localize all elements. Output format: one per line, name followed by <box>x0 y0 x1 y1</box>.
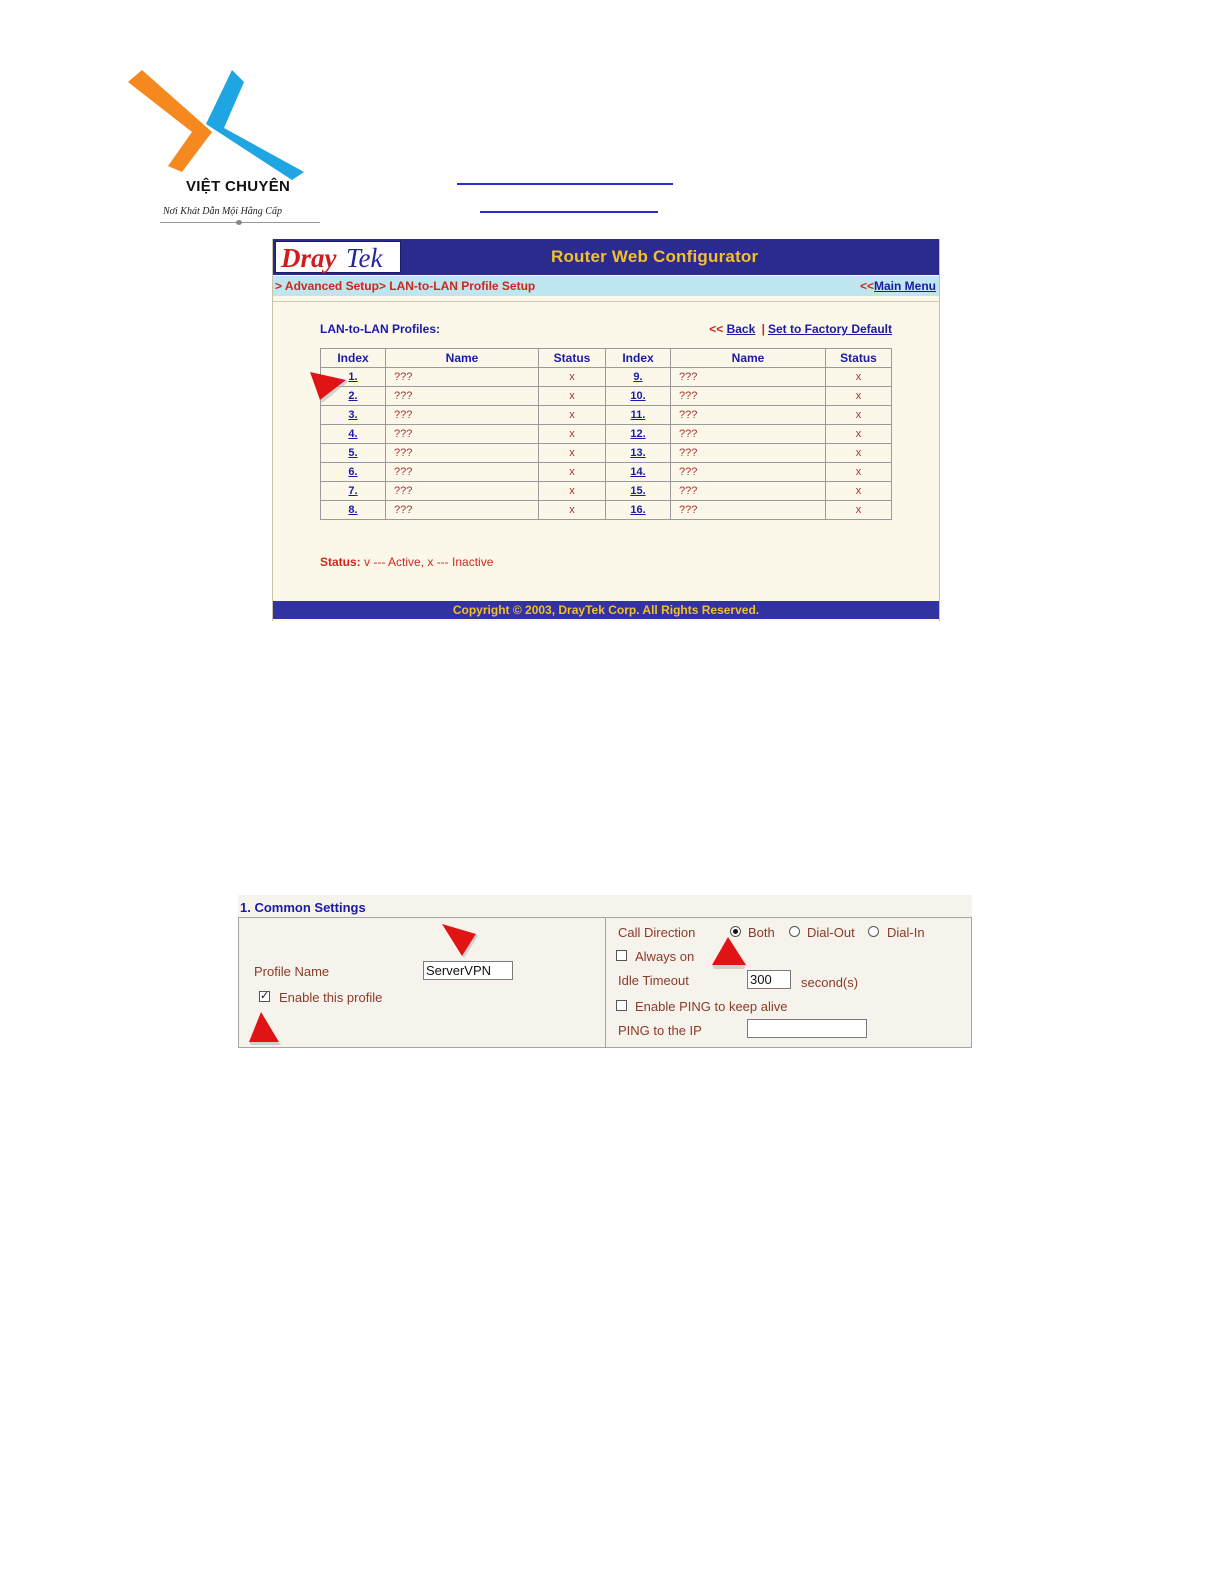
main-menu-prefix: << <box>859 279 874 293</box>
profile-status-cell: x <box>539 463 606 482</box>
profile-index-link[interactable]: 12. <box>630 428 646 440</box>
checkmark-icon: ✓ <box>260 990 270 1002</box>
router-title-bar <box>273 239 939 275</box>
column-divider <box>605 918 606 1047</box>
call-direction-both-radio[interactable] <box>730 926 741 937</box>
col-header-index: Index <box>321 349 386 368</box>
profile-name-cell: ??? <box>386 368 539 387</box>
profile-index-link[interactable]: 11. <box>630 409 646 421</box>
router-nav-bar <box>273 276 939 296</box>
profile-name-cell: ??? <box>386 425 539 444</box>
profile-index-cell <box>606 501 671 520</box>
profile-index-link[interactable]: 7. <box>348 485 358 497</box>
profile-status-cell: x <box>539 444 606 463</box>
profile-name-cell: ??? <box>386 387 539 406</box>
profile-name-cell: ??? <box>671 406 826 425</box>
call-direction-dialout-radio[interactable] <box>789 926 800 937</box>
col-header-status: Status <box>539 349 606 368</box>
profile-index-cell <box>321 425 386 444</box>
profile-status-cell: x <box>539 406 606 425</box>
profile-name-cell: ??? <box>671 368 826 387</box>
col-header-name: Name <box>671 349 826 368</box>
profile-name-label: Profile Name <box>254 964 330 979</box>
profile-name-cell: ??? <box>671 444 826 463</box>
breadcrumb: > Advanced Setup> LAN-to-LAN Profile Setup <box>275 279 536 293</box>
draytek-logo-tek: Tek <box>346 243 383 273</box>
profile-status-cell: x <box>826 425 892 444</box>
profile-index-cell <box>606 387 671 406</box>
profile-index-link[interactable]: 10. <box>630 390 646 402</box>
profile-index-link[interactable]: 4. <box>348 428 358 440</box>
idle-timeout-input[interactable] <box>747 970 791 989</box>
status-legend-text: v --- Active, x --- Inactive <box>364 555 494 569</box>
always-on-checkbox[interactable] <box>616 950 627 961</box>
ping-ip-input[interactable] <box>747 1019 867 1038</box>
profile-index-link[interactable]: 16. <box>630 504 646 516</box>
router-title: Router Web Configurator <box>551 247 759 266</box>
profiles-heading: LAN-to-LAN Profiles: <box>320 322 440 336</box>
profiles-table <box>320 348 892 520</box>
profile-index-cell <box>606 463 671 482</box>
profile-index-link[interactable]: 14. <box>630 466 646 478</box>
main-menu-link[interactable]: Main Menu <box>874 279 936 293</box>
profile-index-cell <box>321 463 386 482</box>
profile-index-cell <box>321 482 386 501</box>
profile-name-cell: ??? <box>671 463 826 482</box>
profile-name-cell: ??? <box>386 501 539 520</box>
profile-index-link[interactable]: 15. <box>630 485 646 497</box>
profile-index-cell <box>321 444 386 463</box>
profile-index-cell <box>606 406 671 425</box>
ping-ip-label: PING to the IP <box>618 1023 702 1038</box>
profile-name-cell: ??? <box>671 425 826 444</box>
table-row <box>321 482 892 501</box>
profile-status-cell: x <box>826 463 892 482</box>
main-menu-link-wrap <box>860 279 936 293</box>
col-header-name: Name <box>386 349 539 368</box>
copyright-text: Copyright © 2003, DrayTek Corp. All Rights Reserved. <box>452 603 760 617</box>
profile-status-cell: x <box>826 444 892 463</box>
back-link[interactable]: Back <box>726 322 756 336</box>
profile-index-cell <box>606 482 671 501</box>
header-link-2[interactable] <box>480 211 658 213</box>
call-direction-dialout-label: Dial-Out <box>807 925 855 940</box>
always-on-label: Always on <box>635 949 695 964</box>
factory-default-link[interactable]: Set to Factory Default <box>767 322 892 336</box>
profile-index-link[interactable]: 8. <box>348 504 358 516</box>
profile-name-cell: ??? <box>386 406 539 425</box>
common-settings-body <box>238 917 972 1048</box>
common-settings-panel <box>238 895 972 1048</box>
call-direction-label: Call Direction <box>618 925 696 940</box>
page-actions <box>709 322 892 336</box>
enable-ping-label: Enable PING to keep alive <box>635 999 788 1014</box>
logo-blue-chevron <box>206 70 304 180</box>
enable-profile-checkbox[interactable] <box>259 991 270 1002</box>
profile-name-cell: ??? <box>671 482 826 501</box>
profile-status-cell: x <box>826 406 892 425</box>
status-legend-label: Status: <box>320 555 361 569</box>
table-row <box>321 406 892 425</box>
draytek-logo-dray: Dray <box>281 243 337 273</box>
header-link-1[interactable] <box>457 183 673 185</box>
status-legend <box>320 555 493 569</box>
table-row <box>321 425 892 444</box>
call-direction-dialin-radio[interactable] <box>868 926 879 937</box>
profile-name-cell: ??? <box>671 501 826 520</box>
profile-status-cell: x <box>826 482 892 501</box>
call-direction-both-label: Both <box>748 925 775 940</box>
idle-timeout-label: Idle Timeout <box>618 973 689 988</box>
profiles-table-body <box>321 368 892 520</box>
profile-name-input[interactable] <box>423 961 513 980</box>
call-direction-dialin-label: Dial-In <box>887 925 925 940</box>
table-row <box>321 387 892 406</box>
profile-index-cell <box>321 368 386 387</box>
table-row <box>321 444 892 463</box>
draytek-logo <box>275 241 401 273</box>
profile-status-cell: x <box>826 368 892 387</box>
profile-index-link[interactable]: 3. <box>348 409 358 421</box>
profile-index-link[interactable]: 5. <box>348 447 358 459</box>
col-header-index: Index <box>606 349 671 368</box>
logo-tagline: Nơi Khát Dẫn Mội Hằng Cấp <box>163 206 282 217</box>
logo-name: VIỆT CHUYÊN <box>186 178 291 195</box>
link-separator: | <box>761 322 765 336</box>
enable-profile-label: Enable this profile <box>279 990 383 1005</box>
profile-index-cell <box>606 444 671 463</box>
profile-index-cell <box>321 406 386 425</box>
profile-status-cell: x <box>539 482 606 501</box>
profile-status-cell: x <box>539 387 606 406</box>
table-row <box>321 463 892 482</box>
profile-name-cell: ??? <box>386 463 539 482</box>
col-header-status: Status <box>826 349 892 368</box>
common-settings-title: 1. Common Settings <box>240 900 366 915</box>
profile-status-cell: x <box>539 425 606 444</box>
viet-chuyen-logo <box>128 68 324 228</box>
back-prefix: << <box>709 322 724 336</box>
enable-ping-checkbox[interactable] <box>616 1000 627 1011</box>
table-row <box>321 368 892 387</box>
profile-index-cell <box>606 425 671 444</box>
profile-name-cell: ??? <box>386 444 539 463</box>
profile-name-cell: ??? <box>386 482 539 501</box>
router-footer <box>273 601 939 619</box>
router-lan-to-lan-screen <box>272 239 940 621</box>
profile-status-cell: x <box>826 501 892 520</box>
logo-dot <box>236 220 242 225</box>
profile-index-cell <box>606 368 671 387</box>
profile-status-cell: x <box>826 387 892 406</box>
profile-index-link[interactable]: 2. <box>348 390 358 402</box>
profile-index-cell <box>321 501 386 520</box>
profile-status-cell: x <box>539 368 606 387</box>
logo-orange-chevron <box>128 70 212 172</box>
divider <box>273 301 939 302</box>
profile-status-cell: x <box>539 501 606 520</box>
profile-index-link[interactable]: 13. <box>630 447 646 459</box>
idle-timeout-unit: second(s) <box>801 975 859 990</box>
profile-name-cell: ??? <box>671 387 826 406</box>
profile-index-cell <box>321 387 386 406</box>
profile-index-link[interactable]: 6. <box>348 466 358 478</box>
profile-index-link[interactable]: 9. <box>633 371 643 383</box>
table-row <box>321 501 892 520</box>
profile-index-link[interactable]: 1. <box>348 371 358 383</box>
table-header-row <box>321 349 892 368</box>
